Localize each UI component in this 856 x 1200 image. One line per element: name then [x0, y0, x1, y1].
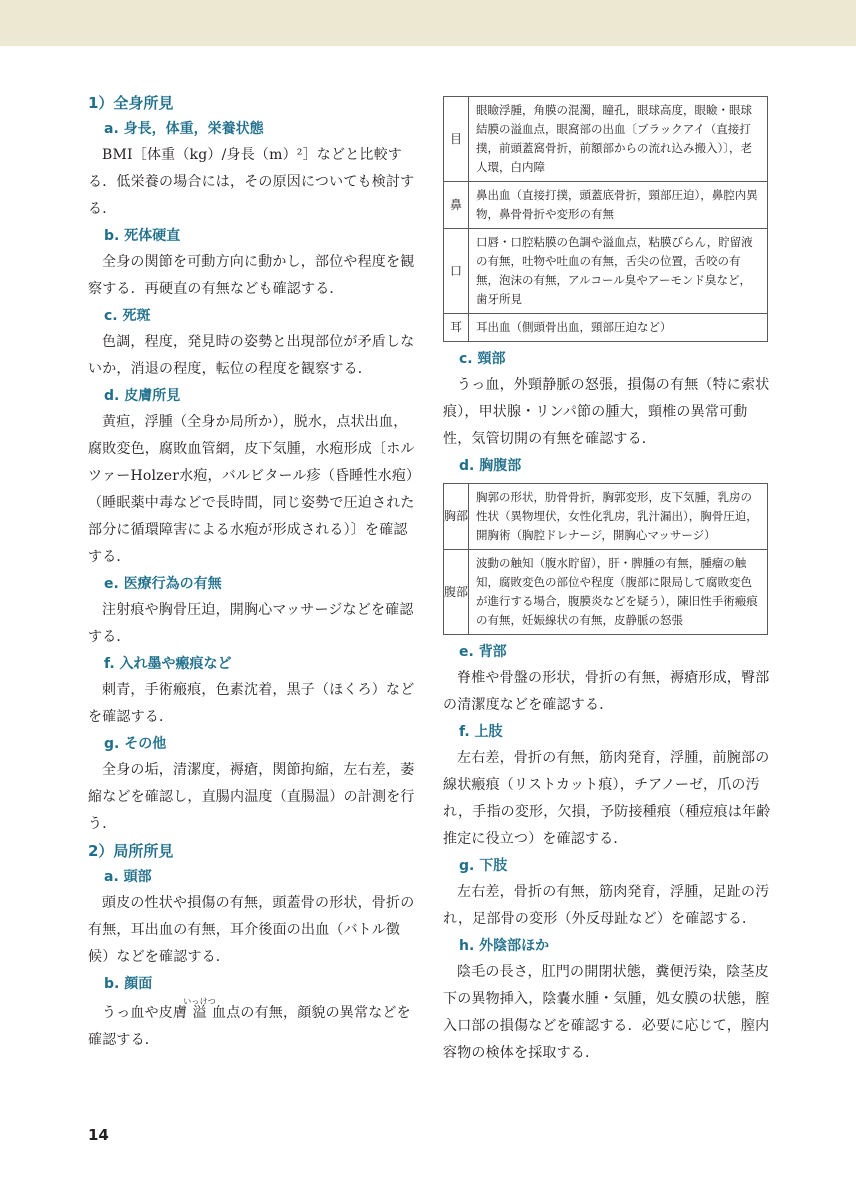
subsection-face-title: b. 顔面: [104, 976, 153, 992]
page-number: 14: [88, 1126, 109, 1144]
subsection-head-title: a. 頭部: [104, 869, 152, 885]
head-text: 頭皮の性状や損傷の有無，頭蓋骨の形状，骨折の有無，耳出血の有無，耳介後面の出血（バトル徴候）などを確認する．: [88, 895, 415, 965]
subsection-tattoo-title: f. 入れ墨や瘢痕など: [104, 656, 232, 672]
upper-limb-text: 左右差，骨折の有無，筋肉発育，浮腫，前腕部の線状瘢痕（リストカット痕），チアノーゼ，爪の汚れ，手指の変形，欠損，予防接種痕（種痘痕は年齢推定に役立つ）を確認する．: [443, 750, 771, 847]
section-local-title: 2）局所所見: [88, 842, 174, 860]
neck-text: うっ血，外頸静脈の怒張，損傷の有無（特に索状痕），甲状腺・リンパ節の腫大，頸椎の異常可動性，気管切開の有無を確認する．: [443, 377, 770, 447]
table-key: 胸部: [444, 484, 469, 550]
face-findings-table: [443, 96, 768, 342]
right-column: [443, 96, 773, 1067]
face-text-pre: うっ血や皮膚: [102, 1005, 188, 1021]
table-value: 鼻出血（直接打撲，頭蓋底骨折，頸部圧迫），鼻腔内異物，鼻骨骨折や変形の有無: [469, 182, 768, 229]
table-key: 腹部: [444, 550, 469, 635]
table-row: [444, 314, 768, 342]
table-value: 耳出血（側頭骨出血，頸部圧迫など）: [469, 314, 768, 342]
rigor-text: 全身の関節を可動方向に動かし，部位や程度を観察する．再硬直の有無なども確認する．: [88, 254, 415, 297]
medical-text: 注射痕や胸骨圧迫，開胸心マッサージなどを確認する．: [88, 602, 414, 645]
subsection-chest-abdomen-title: d. 胸腹部: [459, 458, 522, 474]
ruby-annotation: 溢いっけつ: [183, 997, 217, 1021]
table-value: 波動の触知（腹水貯留），肝・脾腫の有無，腫瘤の触知，腐敗変色の部位や程度（腹部に限局して腐敗変色が進行する場合，腹膜炎などを疑う），陳旧性手術瘢痕の有無，妊娠線状の有無，皮静脈の怒張: [469, 550, 768, 635]
tattoo-text: 刺青，手術瘢痕，色素沈着，黒子（ほくろ）などを確認する．: [88, 682, 415, 725]
livor-text: 色調，程度，発見時の姿勢と出現部位が矛盾しないか，消退の程度，転位の程度を観察する．: [88, 334, 415, 377]
subsection-height-weight-title: a. 身長，体重，栄養状態: [104, 121, 264, 137]
table-row: [444, 229, 768, 314]
subsection-other-title: g. その他: [104, 736, 167, 752]
section-general-title: 1）全身所見: [88, 94, 174, 112]
subsection-medical-title: e. 医療行為の有無: [104, 576, 222, 592]
other-text: 全身の垢，清潔度，褥瘡，関節拘縮，左右差，萎縮などを確認し，直腸内温度（直腸温）の計測を行う．: [88, 762, 415, 832]
left-column: [88, 90, 418, 1054]
table-key: 耳: [444, 314, 469, 342]
subsection-upper-limb-title: f. 上肢: [459, 724, 503, 740]
face-text-post: 血点の有無，顔貌の異常などを確認する．: [88, 1005, 411, 1048]
height-weight-text: BMI［体重（kg）/身長（m）²］などと比較する．低栄養の場合には，その原因についても検討する．: [88, 147, 415, 217]
table-key: 口: [444, 229, 469, 314]
genital-text: 陰毛の長さ，肛門の開閉状態，糞便汚染，陰茎皮下の異物挿入，陰嚢水腫・気腫，処女膜の状態，膣入口部の損傷などを確認する．必要に応じて，膣内容物の検体を採取する．: [443, 964, 770, 1061]
subsection-genital-title: h. 外陰部ほか: [459, 938, 550, 954]
subsection-rigor-title: b. 死体硬直: [104, 228, 181, 244]
table-key: 目: [444, 97, 469, 182]
lower-limb-text: 左右差，骨折の有無，筋肉発育，浮腫，足趾の汚れ，足部骨の変形（外反母趾など）を確認する．: [443, 884, 770, 927]
table-value: 眼瞼浮腫，角膜の混濁，瞳孔，眼球高度，眼瞼・眼球結膜の溢血点，眼窩部の出血〔ブラックアイ（直接打撲，前頭蓋窩骨折，前額部からの流れ込み搬入）〕，老人環，白内障: [469, 97, 768, 182]
table-value: 胸郭の形状，肋骨骨折，胸郭変形，皮下気腫，乳房の性状（異物埋伏，女性化乳房，乳汁漏出），胸骨圧迫，開胸術（胸腔ドレナージ，開胸心マッサージ）: [469, 484, 768, 550]
subsection-skin-title: d. 皮膚所見: [104, 388, 181, 404]
table-key: 鼻: [444, 182, 469, 229]
header-band: [0, 0, 856, 46]
face-text: [88, 997, 418, 1054]
table-value: 口唇・口腔粘膜の色調や溢血点，粘膜びらん，貯留液の有無，吐物や吐血の有無，舌尖の位置，舌咬の有無，泡沫の有無，アルコール臭やアーモンド臭など，歯牙所見: [469, 229, 768, 314]
table-row: [444, 550, 768, 635]
subsection-neck-title: c. 頸部: [459, 351, 506, 367]
table-row: [444, 182, 768, 229]
chest-abdomen-table: [443, 483, 768, 635]
subsection-back-title: e. 背部: [459, 644, 507, 660]
subsection-livor-title: c. 死斑: [104, 308, 151, 324]
table-row: [444, 484, 768, 550]
back-text: 脊椎や骨盤の形状，骨折の有無，褥瘡形成，臀部の清潔度などを確認する．: [443, 670, 770, 713]
skin-text: 黄疸，浮腫（全身か局所か），脱水，点状出血，腐敗変色，腐敗血管網，皮下気腫，水疱形成〔ホルツァーHolzer水疱，バルビタール疹（昏睡性水疱）（睡眠薬中毒などで長時間，同じ姿勢で圧迫された部分に循環障害による水疱が形成される）〕を確認する．: [88, 414, 415, 565]
table-row: [444, 97, 768, 182]
subsection-lower-limb-title: g. 下肢: [459, 858, 508, 874]
